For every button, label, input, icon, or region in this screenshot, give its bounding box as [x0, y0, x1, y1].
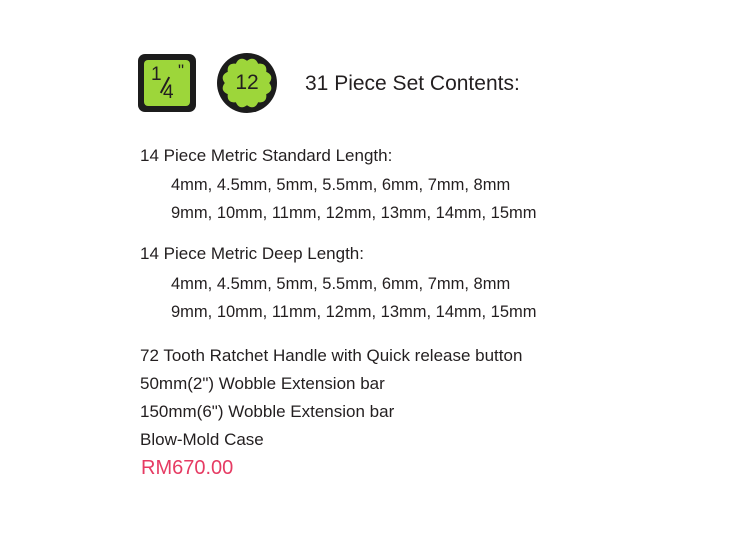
set-title: 31 Piece Set Contents:: [305, 72, 520, 95]
point-count-label: 12: [235, 71, 259, 94]
item-case: Blow-Mold Case: [140, 430, 264, 449]
price: RM670.00: [141, 457, 234, 479]
item-ratchet-handle: 72 Tooth Ratchet Handle with Quick release button: [140, 346, 523, 365]
section-title-standard: 14 Piece Metric Standard Length:: [140, 146, 393, 165]
section-title-deep: 14 Piece Metric Deep Length:: [140, 244, 364, 263]
item-extension-150mm: 150mm(6") Wobble Extension bar: [140, 402, 395, 421]
drive-fraction-numerator: 1: [151, 64, 162, 85]
sizes-line: 9mm, 10mm, 11mm, 12mm, 13mm, 14mm, 15mm: [171, 303, 537, 321]
drive-badge-face: [144, 60, 190, 106]
item-extension-50mm: 50mm(2") Wobble Extension bar: [140, 374, 385, 393]
drive-inch-mark: ": [178, 61, 185, 80]
drive-fraction-denominator: 4: [163, 82, 174, 103]
sizes-line: 9mm, 10mm, 11mm, 12mm, 13mm, 14mm, 15mm: [171, 204, 537, 222]
quarter-inch-drive-icon: [138, 54, 196, 112]
sizes-line: 4mm, 4.5mm, 5mm, 5.5mm, 6mm, 7mm, 8mm: [171, 176, 511, 194]
sizes-line: 4mm, 4.5mm, 5mm, 5.5mm, 6mm, 7mm, 8mm: [171, 275, 511, 293]
